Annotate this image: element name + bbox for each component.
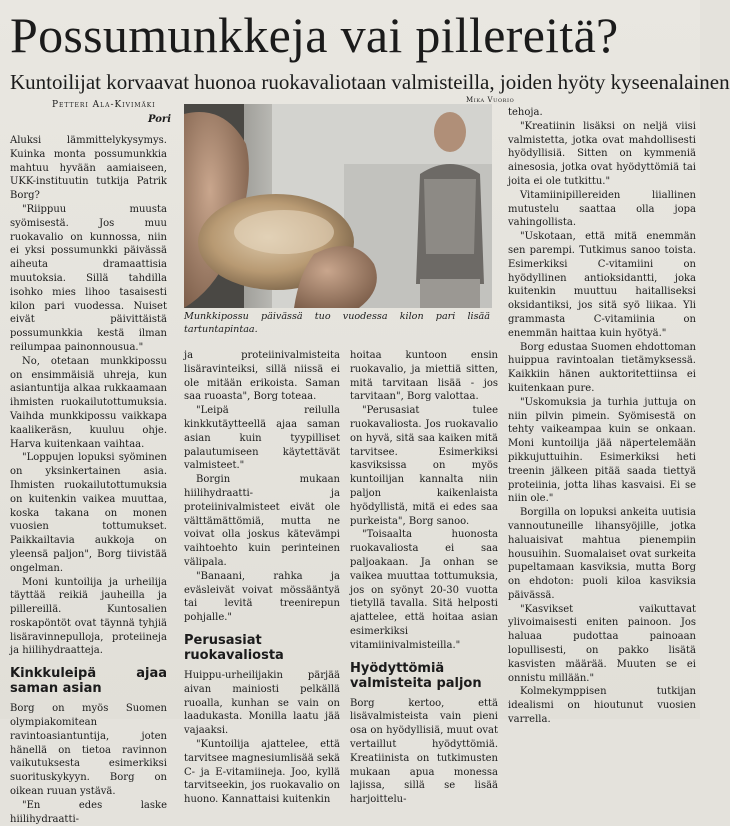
paragraph: "Uskotaan, että mitä enemmän sen parempi. Tutkimus sanoo toista. Esimerkiksi C-vitamiini on hyödyllinen antioksidantti, joka kuitenkin muuttuu haitalliseksi oksidantiksi, jos sitä syö liikaa. Yli grammasta C-vitamiinia on enemmän haittaa kuin hyötyä." [508,231,696,339]
article-photo [184,104,492,308]
paragraph: Vitamiinipillereiden liiallinen mutustelu saattaa olla jopa vahingollista. [508,189,696,229]
photo-credit: Mika Vuorio [466,96,515,104]
paragraph: "Banaani, rahka ja eväsleivät voivat mössääntyä tai levitä treenirepun pohjalle." [184,570,340,624]
byline-place: Pori [148,114,171,125]
paragraph: tehoja. [508,107,543,118]
section-heading: Perusasiat ruokavaliosta [184,632,284,663]
paragraph: Moni kuntoilija ja urheilija täyttää reikiä jauheilla ja pillereillä. Kuntosalien roskapöntöt ovat täynnä tyhjiä lisäravinnepulloja, proteiineja ja hiilihydraatteja. [10,576,167,657]
paragraph: "Kreatiinin lisäksi on neljä viisi valmistetta, jotka ovat mahdollisesti hyödyllisiä. Sitten on kymmeniä ainesosia, jotka ovat hyödyttömiä tai joita ei ole tutkittu." [508,120,696,187]
paragraph: "Kasvikset vaikuttavat ylivoimaisesti eniten painoon. Jos haluaa pudottaa painoaan lopullisesti, on pakko lisätä kasvisten määrää. Muuten se ei onnistu millään." [508,603,696,684]
paragraph: "Uskomuksia ja turhia juttuja on niin pilvin pimein. Syömisestä on tehty vaikeampaa kuin se onkaan. Moni kuntoilija jää näpertelemään pikkujuttuihin. Esimerkiksi heti treenin jälkeen pitää saada tiettyä proteiinia, jotta lihas kasvaisi. Ei se niin ole." [508,396,696,505]
paragraph: hoitaa kuntoon ensin ruokavalio, ja miettiä sitten, mitä tarvitaan lisää - jos tarvitaan", Borg valottaa. [350,350,498,403]
section-heading: Kinkkuleipä ajaa saman asian [10,666,167,697]
paragraph: Borg kertoo, että lisävalmisteista vain pieni osa on hyödyllisiä, muut ovat vertaillut hyödyttömiä. Kreatiinista on tutkimusten mukaan apua monessa lajissa, sillä se lisää harjoittelu- [350,697,498,806]
paragraph: Kolmekymppisen tutkijan idealismi on hioutunut vuosien varrella. [508,686,696,726]
paragraph: "Kuntoilija ajattelee, että tarvitsee magnesiumlisää sekä C- ja E-vitamiineja. Joo, kyllä tarvitseekin, jos ruokavalio on huono. Kannattaisi kuitenkin [184,738,340,806]
byline-author: Petteri Ala-Kivimäki [52,100,156,110]
column-1 [10,134,167,825]
paragraph: Borgin mukaan hiilihydraatti- ja proteiinivalmisteet eivät ole välttämättömiä, mutta ne voivat olla joskus kätevämpi vaihtoehto kuin perinteinen välipala. [184,474,340,568]
headline: Possumunkkeja vai pillereitä? [10,7,619,63]
paragraph: "Perusasiat tulee ruokavaliosta. Jos ruokavalio on hyvä, sitä saa kaiken mitä tarvitsee. Esimerkiksi kasviksissa on myös kuntoilijan kannalta niin paljon kaikenlaista hyödyllistä, mitä ei edes saa purkeista", Borg sanoo. [350,405,498,527]
paragraph: No, otetaan munkkipossu on ensimmäisiä uhreja, kun asiantuntija alkaa rukkaamaan ihmisten ruokailutottumuksia. Vaihda munkkipossu vaikkapa kaalikeräsn, kuuluu ohje. Harva kuitenkaan vaihtaa. [10,355,167,450]
paragraph: Borgilla on lopuksi ankeita uutisia vannoutuneille lihansyöjille, jotka haluaisivat mahtua pienempiin housuihin. Suomalaiset ovat surkeita pupeltamaan kasviksia, mutta Borg on ehdoton: puoli kiloa kasviksia päivässä. [508,507,696,601]
paragraph: Huippu-urheilijakin pärjää aivan mainiosti pelkällä ruoalla, kunhan se vain on laadukasta. Monilla laatu jää vajaaksi. [184,669,340,737]
paragraph: "Leipä reilulla kinkkutäytteellä ajaa saman asian kuin tyypilliset palautumiseen käytettävät valmisteet." [184,405,340,472]
column-2 [184,349,340,806]
paragraph: "Riippuu muusta syömisestä. Jos muu ruokavalio on kunnossa, niin ei yksi possumunkki päivässä aiheuta dramaattisia muutoksia. Sillä tahdilla isohko mies lihoo tasaisesti kilon pari vuodessa. Nuiset eivät päivittäistä possumunkkia kestä ilman reilumpaa painonnousua." [10,203,167,353]
subheadline: Kuntoilijat korvaavat huonoa ruokavaliotaan valmisteilla, joiden hyöty kyseenalainen [10,70,730,94]
section-heading: Hyödyttömiä valmisteita paljon [350,660,482,691]
paragraph: ja proteiinivalmisteita lisäravinteiksi, sillä niissä ei ole mitään erikoista. Saman saa ruoasta", Borg toteaa. [184,350,340,403]
paragraph: "Loppujen lopuksi syöminen on yksinkertainen asia. Ihmisten ruokailutottumuksia on kuitenkin vaikea muuttaa, koska takana on monen vuosien tottumukset. Paikkailtavia aukkoja on yleensä paljon", Borg tiivistää ongelman. [10,452,167,574]
photo-illustration [184,104,492,308]
photo-caption: Munkkipossu päivässä tuo vuodessa kilon pari lisää tartuntapintaa. [184,311,490,335]
paragraph: Borg edustaa Suomen ehdottoman huippua ravintoalan tietämyksessä. Kaikkiin hänen auktoritettiinsa ei kuitenkaan pure. [508,341,696,394]
paragraph: "Toisaalta huonosta ruokavaliosta ei saa paljoakaan. Ja onhan se vaikea muuttaa tottumuksia, jos on syönyt 20-30 vuotta tietyllä tavalla. Sitä helposti ajattelee, että hoitaa asian esimerkiksi vitamiinivalmisteilla." [350,529,498,651]
column-4 [508,106,696,726]
paragraph: Aluksi lämmittelykysymys. Kuinka monta possumunkkia mahtuu hyvään aamiaiseen, UKK-instituutin tutkija Patrik Borg? [10,135,167,202]
paragraph: Borg on myös Suomen olympiakomitean ravintoasiantuntija, joten hänellä on tietoa ravinnon vaikutuksesta esimerkiksi suorituskykyyn. Borg on oikean ruuan ystävä. [10,703,167,798]
column-3 [350,349,498,806]
paragraph: "En edes laske hiilihydraatti- [10,799,167,825]
